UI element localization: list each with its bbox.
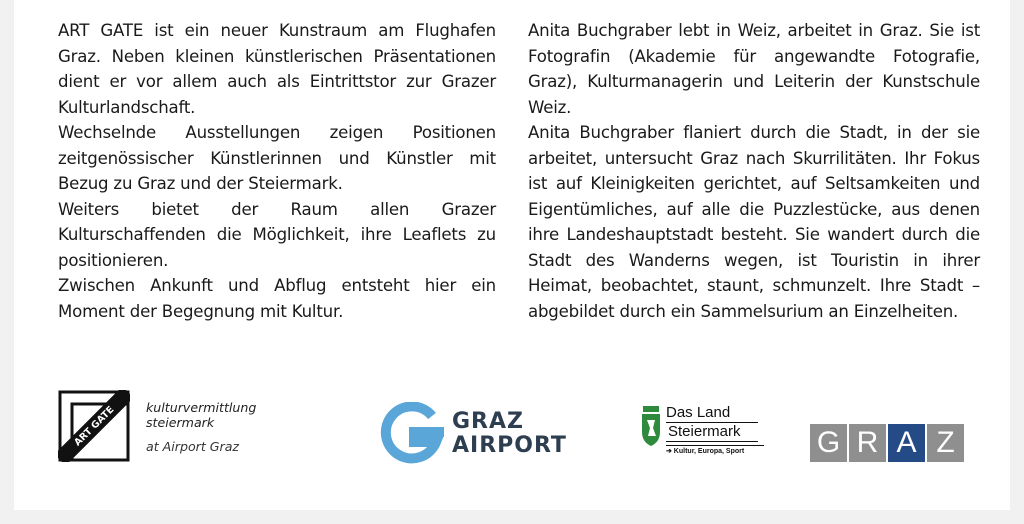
paragraph: Weiters bietet der Raum allen Grazer Kulturschaffenden die Möglichkeit, ihre Leaflets zu positionieren. (58, 199, 496, 270)
paragraph: Anita Buchgraber lebt in Weiz, arbeitet in Graz. Sie ist Fotografin (Akademie für angewandte Fotografie, Graz), Kulturmanagerin und Leiterin der Kunstschule Weiz. (528, 21, 980, 117)
leaflet-page (14, 0, 1010, 510)
steiermark-line1: Das Land (666, 404, 731, 421)
paragraph: ART GATE ist ein neuer Kunstraum am Flughafen Graz. Neben kleinen künstlerischen Präsentationen dient er vor allem auch als Eintrittstor zur Grazer Kulturlandschaft. (58, 21, 496, 117)
artgate-logo (58, 390, 308, 466)
steiermark-crest-icon (640, 406, 662, 446)
graz-letter: G (810, 424, 847, 462)
left-text-column (58, 18, 496, 324)
steiermark-line3: ➔ Kultur, Europa, Sport (666, 445, 764, 458)
artgate-square-icon (58, 390, 130, 462)
artgate-line2: steiermark (146, 415, 215, 430)
artgate-badge: ART GATE (72, 404, 117, 449)
artgate-line3: at Airport Graz (146, 439, 240, 454)
graz-city-logo (810, 424, 966, 462)
graz-airport-line1: GRAZ (452, 409, 524, 434)
steiermark-text (666, 404, 766, 458)
graz-letter: R (849, 424, 886, 462)
graz-letter: Z (927, 424, 964, 462)
graz-airport-wordmark (452, 410, 567, 458)
paragraph: Zwischen Ankunft und Abflug entsteht hier ein Moment der Begegnung mit Kultur. (58, 276, 496, 321)
paragraph: Wechselnde Ausstellungen zeigen Positionen zeitgenössischer Künstlerinnen und Künstler mit Bezug zu Graz und der Steiermark. (58, 123, 496, 193)
steiermark-logo (640, 404, 770, 464)
artgate-text (146, 400, 256, 454)
graz-letter: A (888, 424, 925, 462)
steiermark-line2: Steiermark (666, 422, 758, 442)
artgate-line1: kulturvermittlung (146, 400, 257, 415)
graz-airport-line2: AIRPORT (452, 433, 567, 458)
right-text-column (528, 18, 980, 324)
graz-airport-logo (374, 402, 584, 466)
paragraph: Anita Buchgraber flaniert durch die Stadt, in der sie arbeitet, untersucht Graz nach Skurrilitäten. Ihr Fokus ist auf Kleinigkeiten gerichtet, auf Seltsamkeiten und Eigentümliches, auf alle die Puzzlestücke, aus denen ihre Landeshauptstadt besteht. Sie wandert durch die Stadt des Wanderns wegen, ist Touristin in ihrer Heimat, beobachtet, staunt, schmunzelt. Ihre Stadt – abgebildet durch ein Sammelsurium an Einzelheiten. (528, 123, 980, 321)
airport-g-mark-icon (374, 402, 448, 466)
